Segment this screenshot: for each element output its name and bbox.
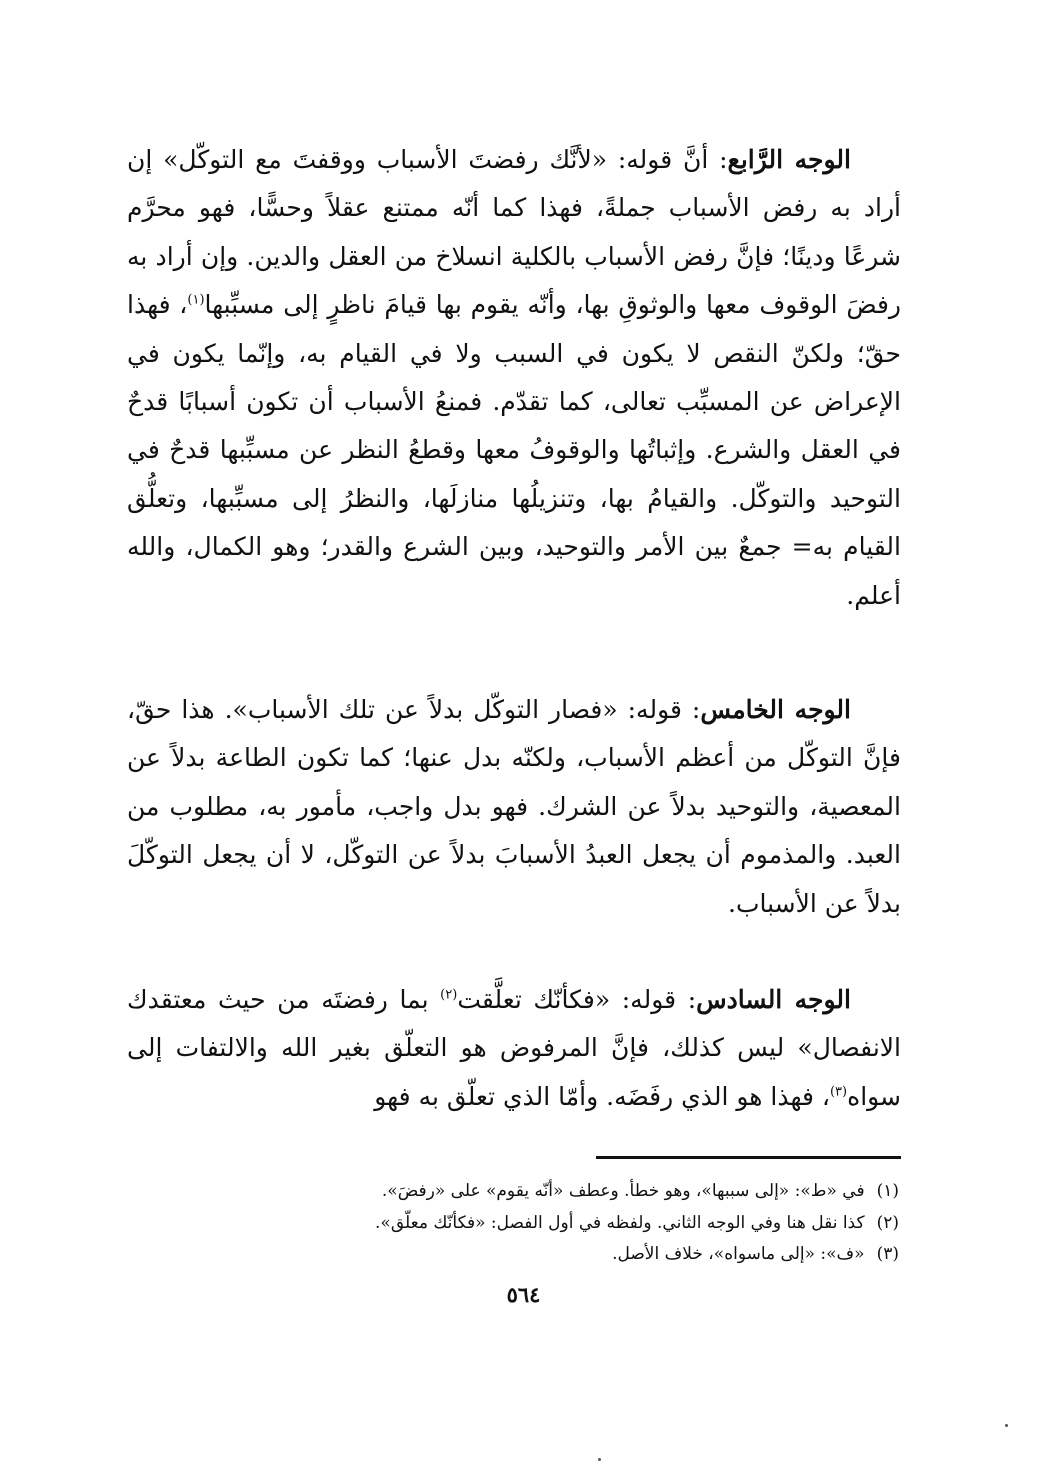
- footnote-item: [127, 1176, 901, 1208]
- paragraph-text: ، فهذا هو الذي رفَضَه. وأمّا الذي تعلّق به فهو: [374, 1081, 830, 1111]
- footnote-text: في «ط»: «إلى سببها»، وهو خطأ. وعطف «أنّه يقوم» على «رفضَ».: [381, 1181, 865, 1201]
- footnote-marker: (١): [187, 292, 205, 308]
- footnote-number: (١): [876, 1181, 899, 1201]
- paragraph: [127, 136, 901, 620]
- paragraph: [127, 976, 901, 1121]
- footnote-marker: (٣): [829, 1084, 848, 1100]
- paragraph-text: : أنَّ قوله: «لأنَّك رفضتَ الأسباب ووقفتَ مع التوكّل» إن أراد به رفض الأسباب جملةً، فهذا كما أنّه ممتنع عقلاً وحسًّا، فهو محرَّم شرعًا ودينًا؛ فإنَّ رفض الأسباب بالكلية انسلاخ من العقل والدين. وإن أراد به رفضَ الوقوف معها والوثوقِ بها، وأنّه يقوم بها قيامَ ناظرٍ إلى مسبِّبها: [127, 145, 901, 320]
- paragraph: [127, 686, 901, 928]
- section-heading: الوجه الخامس: [700, 695, 851, 724]
- page-number: ٥٦٤: [506, 1282, 541, 1307]
- section-heading: الوجه الرَّابع: [727, 145, 851, 174]
- paragraph-text: بما رفضتَه من حيث معتقدك الانفصال» ليس كذلك، فإنَّ المرفوض هو التعلّق بغير الله والالتفات إلى سواه: [127, 985, 901, 1111]
- paragraph-text: ، فهذا حقّ؛ ولكنّ النقص لا يكون في السبب ولا في القيام به، وإنّما يكون في الإعراض عن المسبِّب تعالى، كما تقدّم. فمنعُ الأسباب أن تكون أسبابًا قدحٌ في العقل والشرع. وإثباتُها والوقوفُ معها وقطعُ النظر عن مسبِّبها قدحٌ في التوحيد والتوكّل. والقيامُ بها، وتنزيلُها منازلَها، والنظرُ إلى مسبِّبها، وتعلُّق القيام به= جمعٌ بين الأمر والتوحيد، وبين الشرع والقدر؛ وهو الكمال، والله أعلم.: [127, 290, 901, 610]
- scan-speck: [598, 1458, 601, 1461]
- section-heading: الوجه السادس: [696, 985, 851, 1014]
- footnote-text: «ف»: «إلى ماسواه»، خلاف الأصل.: [612, 1244, 865, 1264]
- paragraph-text: : قوله: «فصار التوكّل بدلاً عن تلك الأسباب». هذا حقّ، فإنَّ التوكّل من أعظم الأسباب، ولكنّه بدل عنها؛ كما تكون الطاعة بدلاً عن المعصية، والتوحيد بدلاً عن الشرك. فهو بدل واجب، مأمور به، مطلوب من العبد. والمذموم أن يجعل العبدُ الأسبابَ بدلاً عن التوكّل، لا أن يجعل التوكّلَ بدلاً عن الأسباب.: [127, 695, 901, 918]
- section-sixth-aspect: [127, 976, 901, 1121]
- footnotes-list: [127, 1176, 901, 1271]
- section-fifth-aspect: [127, 686, 901, 928]
- footnote-marker: (٢): [440, 987, 458, 1003]
- footnote-divider: [596, 1156, 901, 1159]
- paragraph-text: : قوله: «فكأنّك تعلَّقت: [457, 985, 697, 1014]
- footnote-number: (٢): [876, 1212, 899, 1233]
- section-fourth-aspect: [127, 136, 901, 620]
- footnote-number: (٣): [876, 1244, 899, 1264]
- footnote-item: [127, 1239, 901, 1271]
- footnote-item: [127, 1208, 901, 1240]
- footnote-text: كذا نقل هنا وفي الوجه الثاني. ولفظه في أول الفصل: «فكأنّك معلّق».: [375, 1212, 865, 1233]
- scan-speck: [1005, 1424, 1008, 1427]
